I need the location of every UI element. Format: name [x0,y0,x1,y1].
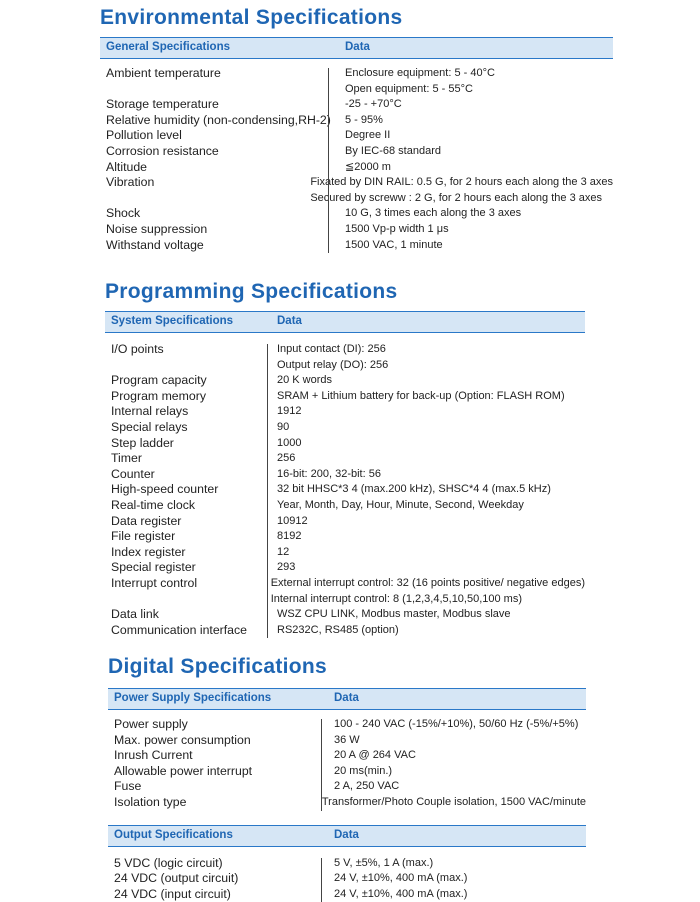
spec-value [267,436,301,452]
spec-value [321,871,467,887]
environmental-table-header [100,37,613,59]
table-row [108,871,586,887]
spec-value-line: Output relay (DO): 256 [277,358,389,371]
spec-value-line: 256 [277,452,296,465]
spec-value [267,607,511,623]
spec-label: Altitude [106,159,148,174]
spec-value [328,113,383,129]
table-row [108,733,586,749]
spec-label: Vibration [106,175,155,190]
spec-value [267,451,295,467]
spec-value-line: 8192 [277,530,302,543]
spec-value-line: 24 V, ±10%, 400 mA (max.) [334,872,468,885]
spec-value [267,389,565,405]
spec-value [267,467,381,483]
spec-value [267,529,301,545]
spec-value-line: 1500 Vp-p width 1 μs [345,222,449,235]
digital-section [108,655,586,902]
spec-label: Noise suppression [106,221,208,236]
output-specifications-header: Output Specifications [114,828,233,841]
spec-value [321,764,392,780]
table-row [105,451,585,467]
power-supply-table-header [108,688,586,710]
spec-value-line: 5 - 95% [345,113,383,126]
spec-label: Max. power consumption [114,732,251,747]
spec-value-line: Secured by screww : 2 G, for 2 hours each along the 3 axes [310,191,602,204]
power-supply-table [108,717,586,811]
spec-value-line: -25 - +70°C [345,98,402,111]
spec-value-line: Open equipment: 5 - 55°C [345,82,473,95]
spec-value-line: Degree II [345,129,391,142]
table-row [105,498,585,514]
table-row [105,373,585,389]
table-row [105,389,585,405]
spec-label: Index register [111,544,186,559]
data-header: Data [277,315,302,327]
spec-value [267,498,524,514]
table-row [100,222,613,238]
spec-value-line: 90 [277,420,290,433]
programming-section [105,280,585,638]
output-table [108,856,586,902]
spec-value-line: 1500 VAC, 1 minute [345,238,443,251]
table-row [108,748,586,764]
data-header: Data [345,41,370,53]
general-specifications-header: General Specifications [106,41,230,53]
spec-label: Corrosion resistance [106,143,219,158]
spec-value-line: 20 ms(min.) [334,764,393,777]
spec-label: Data register [111,513,182,528]
spec-value-line: Input contact (DI): 256 [277,343,386,355]
spec-value-line: 10912 [277,514,308,527]
data-header: Data [334,692,359,704]
spec-value-line: External interrupt control: 32 (16 points positive/ negative edges) [270,576,585,589]
spec-label: Special relays [111,419,188,434]
spec-label: Special register [111,560,196,575]
spec-value-line: 100 - 240 VAC (-15%/+10%), 50/60 Hz (-5%/+5%) [334,718,579,730]
spec-label: Withstand voltage [106,237,204,252]
spec-value [293,175,613,206]
spec-value-line: 293 [277,561,296,574]
spec-label: File register [111,529,176,544]
spec-label: Ambient temperature [106,66,221,80]
spec-label: Real-time clock [111,497,196,512]
output-table-header [108,825,586,847]
spec-value-line: Fixated by DIN RAIL: 0.5 G, for 2 hours each along the 3 axes [310,176,613,189]
spec-value [267,545,289,561]
spec-value-line: 20 K words [277,374,333,387]
spec-label: Program memory [111,388,206,403]
table-row [100,175,613,206]
spec-label: Communication interface [111,622,248,637]
spec-value [328,160,391,176]
table-row [105,467,585,483]
spec-value-line: 20 A @ 264 VAC [334,749,416,762]
environmental-section [100,6,613,253]
spec-label: Internal relays [111,404,189,419]
spec-value-line: Internal interrupt control: 8 (1,2,3,4,5,10,50,100 ms) [270,592,523,605]
spec-label: Program capacity [111,373,207,388]
spec-value-line: SRAM + Lithium battery for back-up (Option: FLASH ROM) [277,389,565,402]
table-row [108,717,586,733]
table-row [108,795,586,811]
spec-value [321,717,578,733]
spec-label: Interrupt control [111,575,198,590]
spec-value [321,748,416,764]
data-header: Data [334,828,359,841]
digital-title: Digital Specifications [108,655,327,678]
spec-label: I/O points [111,342,164,356]
table-row [105,436,585,452]
table-row [105,607,585,623]
spec-value [267,623,399,639]
spec-value [328,238,443,254]
spec-value-line: RS232C, RS485 (option) [277,623,399,636]
system-specifications-header: System Specifications [111,315,234,327]
spec-value [309,795,586,811]
spec-label: High-speed counter [111,482,219,497]
spec-label: Storage temperature [106,97,219,112]
spec-value [261,576,585,607]
table-row [100,238,613,254]
programming-title: Programming Specifications [105,280,398,303]
table-row [108,779,586,795]
spec-value-line: 12 [277,545,290,558]
table-row [100,144,613,160]
spec-value-line: 2 A, 250 VAC [334,780,400,793]
table-row [100,206,613,222]
spec-label: Fuse [114,779,142,794]
spec-label: Data link [111,607,159,622]
power-supply-specifications-header: Power Supply Specifications [114,692,272,704]
spec-value-line: 5 V, ±5%, 1 A (max.) [334,856,434,869]
environmental-title: Environmental Specifications [100,6,403,29]
spec-value [321,779,399,795]
spec-label: 24 VDC (input circuit) [114,886,231,901]
spec-label: Pollution level [106,128,182,143]
spec-value [328,206,521,222]
spec-label: Power supply [114,717,188,731]
table-row [100,160,613,176]
spec-value-line: Transformer/Photo Couple isolation, 1500 VAC/minute [321,795,586,808]
spec-value-line: ≦2000 m [345,160,391,173]
spec-value [328,144,441,160]
spec-value-line: 1000 [277,436,302,449]
spec-value [267,514,308,530]
table-row [105,404,585,420]
spec-value [267,342,388,373]
table-row [105,514,585,530]
table-row [105,420,585,436]
spec-value-line: 1912 [277,405,302,418]
spec-label: Counter [111,466,155,481]
spec-value-line: WSZ CPU LINK, Modbus master, Modbus slave [277,608,511,621]
spec-label: 24 VDC (output circuit) [114,871,239,886]
spec-value [267,373,332,389]
table-row [100,128,613,144]
table-row [100,97,613,113]
table-row [108,764,586,780]
spec-value [328,128,390,144]
table-row [105,482,585,498]
spec-value-line: 24 V, ±10%, 400 mA (max.) [334,887,468,900]
spec-label: Isolation type [114,794,187,809]
environmental-table [100,66,613,253]
spec-label: Timer [111,451,142,466]
spec-value-line: Enclosure equipment: 5 - 40°C [345,67,495,79]
spec-value-line: By IEC-68 standard [345,144,441,157]
programming-table-header [105,311,585,333]
spec-value [328,222,449,238]
table-row [105,529,585,545]
table-row [100,66,613,97]
spec-label: Shock [106,206,141,221]
spec-label: 5 VDC (logic circuit) [114,855,223,870]
table-row [100,113,613,129]
table-row [105,545,585,561]
table-row [105,576,585,607]
spec-value [321,856,433,872]
programming-table [105,342,585,638]
spec-label: Allowable power interrupt [114,763,253,778]
table-row [105,342,585,373]
spec-label: Step ladder [111,435,174,450]
spec-value [267,404,301,420]
spec-label: Relative humidity (non-condensing,RH-2) [106,112,331,127]
spec-value [267,420,289,436]
spec-value [321,733,360,749]
table-row [105,560,585,576]
table-row [105,623,585,639]
spec-value-line: 16-bit: 200, 32-bit: 56 [277,467,381,480]
spec-value-line: Year, Month, Day, Hour, Minute, Second, Weekday [277,498,524,511]
spec-label: Inrush Current [114,748,193,763]
spec-value [267,560,295,576]
spec-value-line: 32 bit HHSC*3 4 (max.200 kHz), SHSC*4 4 (max.5 kHz) [277,483,551,496]
spec-value [328,97,402,113]
spec-value [267,482,551,498]
spec-value-line: 10 G, 3 times each along the 3 axes [345,207,522,220]
spec-value [328,66,495,97]
table-row [108,856,586,872]
spec-value-line: 36 W [334,733,360,746]
